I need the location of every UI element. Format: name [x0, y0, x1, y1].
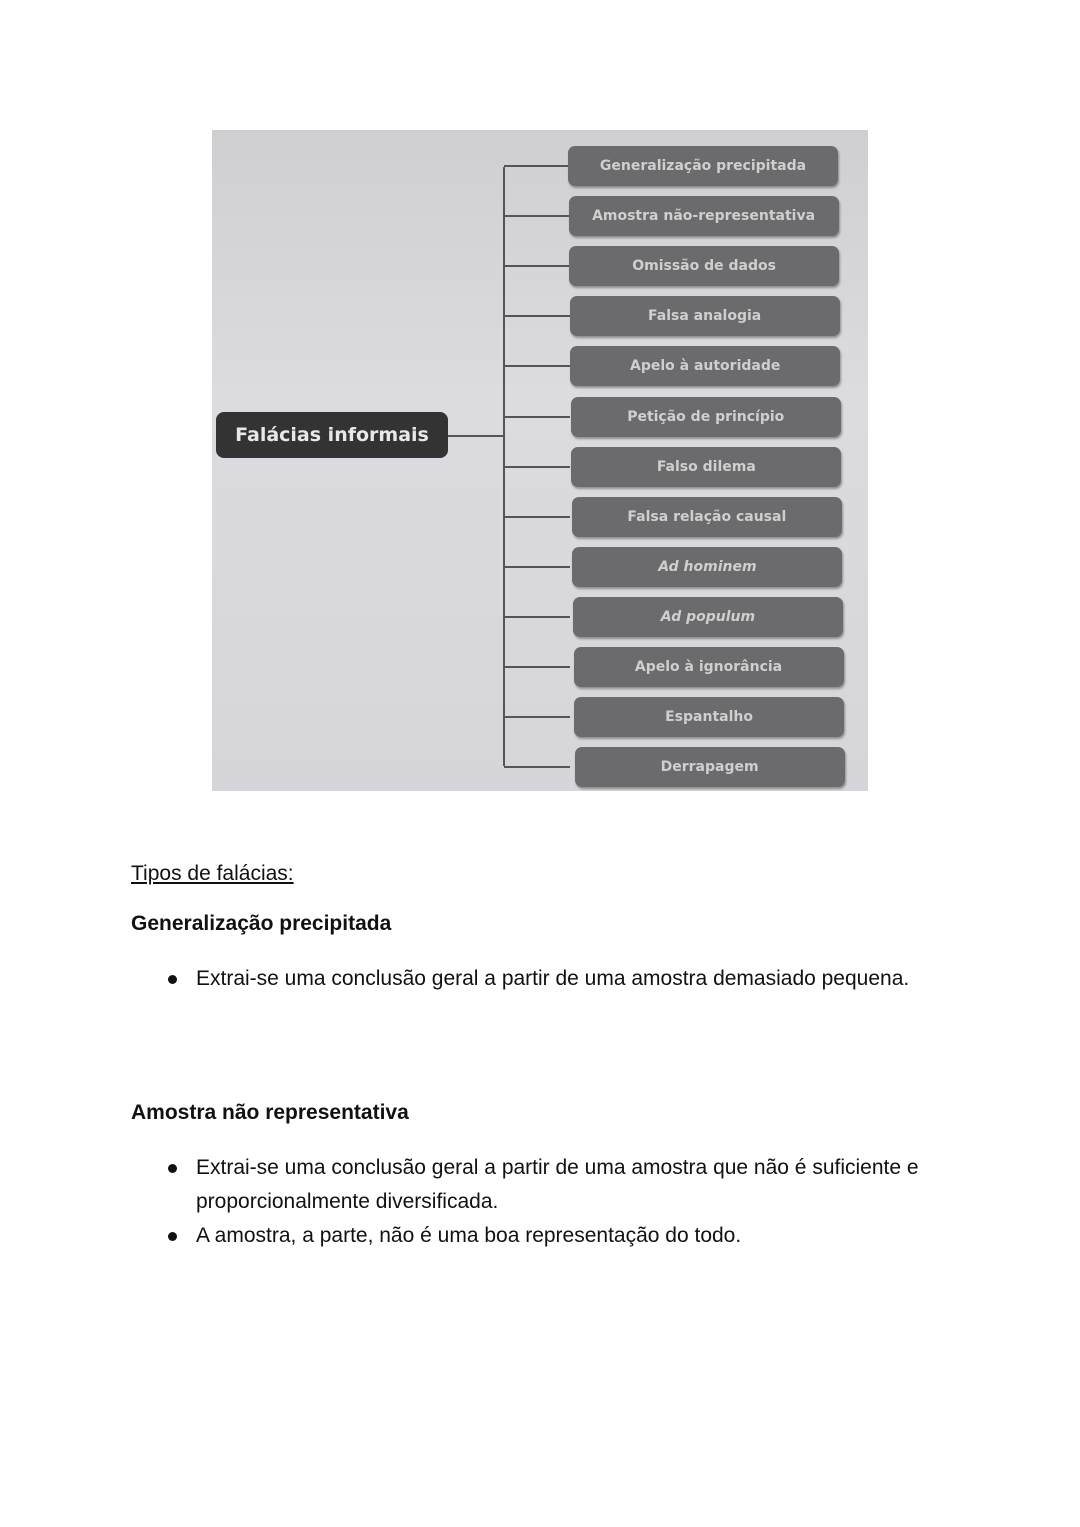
diagram-root-node: Falácias informais	[216, 412, 448, 458]
list-item: Extrai-se uma conclusão geral a partir de uma amostra demasiado pequena.	[131, 962, 951, 996]
branch-line	[504, 315, 570, 317]
root-connector	[448, 435, 504, 437]
diagram-node: Ad hominem	[572, 547, 842, 587]
fallacy-heading-1: Generalização precipitada	[131, 912, 392, 935]
fallacy-heading-2: Amostra não representativa	[131, 1101, 409, 1124]
fallacy-bullets-2	[131, 1151, 951, 1253]
diagram-node: Petição de princípio	[571, 397, 841, 437]
branch-line	[504, 616, 570, 618]
list-item: Extrai-se uma conclusão geral a partir de uma amostra que não é suficiente e proporcionalmente diversificada.	[131, 1151, 951, 1219]
diagram-node: Derrapagem	[575, 747, 845, 787]
branch-line	[504, 365, 570, 367]
diagram-node: Apelo à ignorância	[574, 647, 844, 687]
diagram-node: Generalização precipitada	[568, 146, 838, 186]
branch-line	[504, 265, 570, 267]
branch-line	[504, 165, 570, 167]
diagram-node: Amostra não-representativa	[569, 196, 839, 236]
branch-line	[504, 566, 570, 568]
branch-line	[504, 516, 570, 518]
section-title-text: Tipos de falácias:	[131, 862, 294, 885]
diagram-node: Ad populum	[573, 597, 843, 637]
branch-line	[504, 215, 570, 217]
diagram-node: Omissão de dados	[569, 246, 839, 286]
diagram-node: Falsa analogia	[570, 296, 840, 336]
branch-line	[504, 716, 570, 718]
section-title	[131, 862, 294, 886]
fallacy-diagram-photo	[212, 130, 868, 791]
fallacy-bullets-1	[131, 962, 951, 996]
diagram-node: Espantalho	[574, 697, 844, 737]
branch-line	[504, 416, 570, 418]
list-item: A amostra, a parte, não é uma boa representação do todo.	[131, 1219, 951, 1253]
diagram-node: Falso dilema	[571, 447, 841, 487]
branch-line	[504, 466, 570, 468]
branch-line	[504, 666, 570, 668]
diagram-node: Falsa relação causal	[572, 497, 842, 537]
branch-line	[504, 766, 570, 768]
diagram-node: Apelo à autoridade	[570, 346, 840, 386]
